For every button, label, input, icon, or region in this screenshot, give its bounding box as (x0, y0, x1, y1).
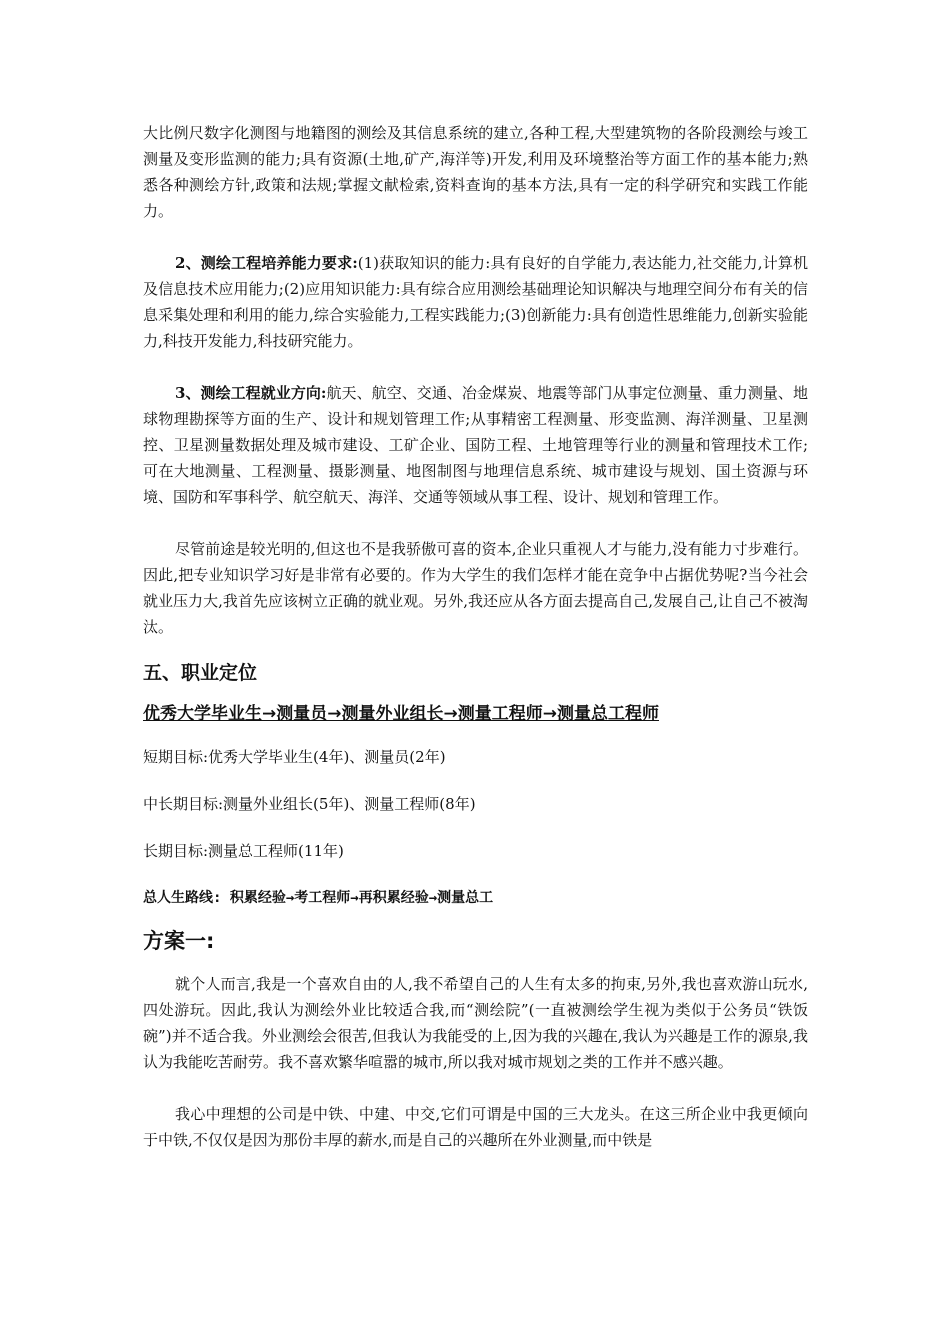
plan-one-paragraph-1: 就个人而言,我是一个喜欢自由的人,我不希望自己的人生有太多的拘束,另外,我也喜欢游山玩水,四处游玩。因此,我认为测绘外业比较适合我,而“测绘院”(一直被测绘学生视为类似于公务员“铁饭碗”)并不适合我。外业测绘会很苦,但我认为我能受的上,因为我的兴趣在,我认为兴趣是工作的源泉,我认为我能吃苦耐劳。我不喜欢繁华喧嚣的城市,所以我对城市规划之类的工作并不感兴趣。 (143, 975, 808, 1071)
short-term-goal: 短期目标:优秀大学毕业生(4年)、测量员(2年) (143, 748, 446, 766)
mid-term-goal: 中长期目标:测量外业组长(5年)、测量工程师(8年) (143, 795, 476, 813)
future-paragraph: 尽管前途是较光明的,但这也不是我骄傲可喜的资本,企业只重视人才与能力,没有能力寸步难行。因此,把专业知识学习好是非常有必要的。作为大学生的我们怎样才能在竞争中占据优势呢?当今社会就业压力大,我首先应该树立正确的就业观。另外,我还应从各方面去提高自己,发展自己,让自己不被淘汰。 (143, 540, 808, 636)
plan-one-paragraph-2: 我心中理想的公司是中铁、中建、中交,它们可谓是中国的三大龙头。在这三所企业中我更倾向于中铁,不仅仅是因为那份丰厚的薪水,而是自己的兴趣所在外业测量,而中铁是 (143, 1105, 808, 1149)
section-five-title: 五、职业定位 (143, 662, 258, 684)
ability-requirements-text: (1)获取知识的能力:具有良好的自学能力,表达能力,社交能力,计算机及信息技术应用能力;(2)应用知识能力:具有综合应用测绘基础理论知识解决与地理空间分布有关的信息采集处理和利用的能力,综合实验能力,工程实践能力;(3)创新能力:具有创造性思维能力,创新实验能力,科技开发能力,科技研究能力。 (143, 254, 808, 350)
life-route: 总人生路线: 积累经验→考工程师→再积累经验→测量总工 (143, 890, 494, 906)
long-term-goal: 长期目标:测量总工程师(11年) (143, 842, 344, 860)
plan-one-title: 方案一: (143, 929, 215, 953)
career-path-heading: 优秀大学毕业生→测量员→测量外业组长→测量工程师→测量总工程师 (143, 704, 659, 724)
ability-requirements-heading: 2、测绘工程培养能力要求: (175, 254, 358, 272)
ability-requirements-paragraph (143, 250, 808, 354)
intro-paragraph: 大比例尺数字化测图与地籍图的测绘及其信息系统的建立,各种工程,大型建筑物的各阶段测绘与竣工测量及变形监测的能力;具有资源(土地,矿产,海洋等)开发,利用及环境整治等方面工作的基本能力;熟悉各种测绘方针,政策和法规;掌握文献检索,资料查询的基本方法,具有一定的科学研究和实践工作能力。 (143, 124, 808, 220)
employment-direction-paragraph (143, 380, 808, 510)
employment-direction-text: 航天、航空、交通、冶金煤炭、地震等部门从事定位测量、重力测量、地球物理勘探等方面的生产、设计和规划管理工作;从事精密工程测量、形变监测、海洋测量、卫星测控、卫星测量数据处理及城市建设、工矿企业、国防工程、土地管理等行业的测量和管理技术工作;可在大地测量、工程测量、摄影测量、地图制图与地理信息系统、城市建设与规划、国土资源与环境、国防和军事科学、航空航天、海洋、交通等领域从事工程、设计、规划和管理工作。 (143, 384, 808, 506)
employment-direction-heading: 3、测绘工程就业方向: (175, 384, 327, 402)
document-page (143, 120, 808, 1153)
